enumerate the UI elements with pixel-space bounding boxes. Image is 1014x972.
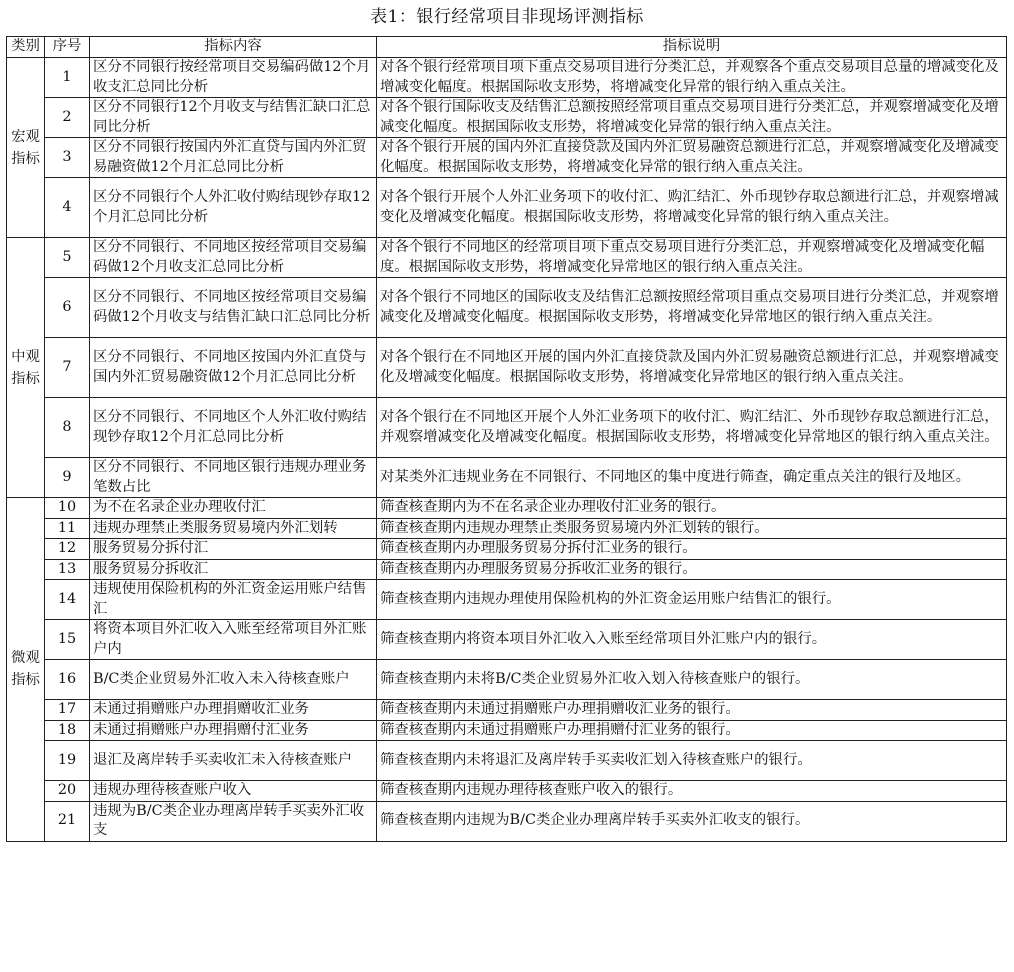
- row-note: 对各个银行在不同地区开展的国内外汇直接贷款及国内外汇贸易融资总额进行汇总，并观察增减变化及增减变化幅度。根据国际收支形势，将增减变化异常地区的银行纳入重点关注。: [377, 338, 1007, 398]
- row-seq: 20: [45, 781, 90, 802]
- table-row: [7, 338, 1007, 398]
- table-row: [7, 518, 1007, 539]
- table-row: [7, 238, 1007, 278]
- row-note: 对各个银行不同地区的经常项目项下重点交易项目进行分类汇总，并观察增减变化及增减变化幅度。根据国际收支形势，将增减变化异常地区的银行纳入重点关注。: [377, 238, 1007, 278]
- row-note: 筛查核查期内未通过捐赠账户办理捐赠付汇业务的银行。: [377, 720, 1007, 741]
- table-row: [7, 138, 1007, 178]
- row-note: 对各个银行开展的国内外汇直接贷款及国内外汇贸易融资总额进行汇总，并观察增减变化及增减变化幅度。根据国际收支形势，将增减变化异常的银行纳入重点关注。: [377, 138, 1007, 178]
- row-seq: 14: [45, 580, 90, 620]
- table-row: [7, 580, 1007, 620]
- header-content: 指标内容: [90, 37, 377, 58]
- row-content: 区分不同银行、不同地区银行违规办理业务笔数占比: [90, 458, 377, 498]
- category-meso: 中观指标: [7, 238, 45, 498]
- table-row: [7, 458, 1007, 498]
- row-seq: 12: [45, 539, 90, 560]
- table-row: [7, 559, 1007, 580]
- table-row: [7, 660, 1007, 700]
- row-content: 区分不同银行按经常项目交易编码做12个月收支汇总同比分析: [90, 58, 377, 98]
- row-seq: 5: [45, 238, 90, 278]
- row-seq: 10: [45, 498, 90, 519]
- header-seq: 序号: [45, 37, 90, 58]
- row-note: 对各个银行经常项目项下重点交易项目进行分类汇总，并观察各个重点交易项目总量的增减变化及增减变化幅度。根据国际收支形势，将增减变化异常的银行纳入重点关注。: [377, 58, 1007, 98]
- row-note: 筛查核查期内违规办理使用保险机构的外汇资金运用账户结售汇的银行。: [377, 580, 1007, 620]
- row-seq: 15: [45, 620, 90, 660]
- table-row: [7, 58, 1007, 98]
- row-seq: 2: [45, 98, 90, 138]
- row-content: 区分不同银行、不同地区按经常项目交易编码做12个月收支汇总同比分析: [90, 238, 377, 278]
- table-row: [7, 801, 1007, 841]
- row-content: 区分不同银行、不同地区按国内外汇直贷与国内外汇贸易融资做12个月汇总同比分析: [90, 338, 377, 398]
- row-content: 违规办理待核查账户收入: [90, 781, 377, 802]
- header-note: 指标说明: [377, 37, 1007, 58]
- row-note: 筛查核查期内未将B/C类企业贸易外汇收入划入待核查账户的银行。: [377, 660, 1007, 700]
- table-row: [7, 98, 1007, 138]
- table-row: [7, 539, 1007, 560]
- row-seq: 16: [45, 660, 90, 700]
- row-seq: 17: [45, 700, 90, 721]
- table-row: [7, 620, 1007, 660]
- row-content: 未通过捐赠账户办理捐赠收汇业务: [90, 700, 377, 721]
- row-content: 违规办理禁止类服务贸易境内外汇划转: [90, 518, 377, 539]
- header-category: 类别: [7, 37, 45, 58]
- row-seq: 8: [45, 398, 90, 458]
- row-note: 筛查核查期内违规办理禁止类服务贸易境内外汇划转的银行。: [377, 518, 1007, 539]
- row-note: 筛查核查期内未将退汇及离岸转手买卖收汇划入待核查账户的银行。: [377, 741, 1007, 781]
- row-seq: 1: [45, 58, 90, 98]
- row-content: 服务贸易分拆收汇: [90, 559, 377, 580]
- row-seq: 4: [45, 178, 90, 238]
- row-note: 对某类外汇违规业务在不同银行、不同地区的集中度进行筛查，确定重点关注的银行及地区。: [377, 458, 1007, 498]
- table-row: [7, 498, 1007, 519]
- row-seq: 6: [45, 278, 90, 338]
- table-row: [7, 720, 1007, 741]
- table-row: [7, 398, 1007, 458]
- indicator-table: [6, 36, 1007, 842]
- row-content: 未通过捐赠账户办理捐赠付汇业务: [90, 720, 377, 741]
- row-content: 区分不同银行按国内外汇直贷与国内外汇贸易融资做12个月汇总同比分析: [90, 138, 377, 178]
- row-content: 违规为B/C类企业办理离岸转手买卖外汇收支: [90, 801, 377, 841]
- row-content: B/C类企业贸易外汇收入未入待核查账户: [90, 660, 377, 700]
- row-note: 筛查核查期内办理服务贸易分拆收汇业务的银行。: [377, 559, 1007, 580]
- row-note: 对各个银行在不同地区开展个人外汇业务项下的收付汇、购汇结汇、外币现钞存取总额进行汇总，并观察增减变化及增减变化幅度。根据国际收支形势，将增减变化异常地区的银行纳入重点关注。: [377, 398, 1007, 458]
- row-note: 对各个银行国际收支及结售汇总额按照经常项目重点交易项目进行分类汇总，并观察增减变化及增减变化幅度。根据国际收支形势，将增减变化异常的银行纳入重点关注。: [377, 98, 1007, 138]
- row-content: 退汇及离岸转手买卖收汇未入待核查账户: [90, 741, 377, 781]
- row-content: 为不在名录企业办理收付汇: [90, 498, 377, 519]
- row-content: 区分不同银行个人外汇收付购结现钞存取12个月汇总同比分析: [90, 178, 377, 238]
- row-note: 筛查核查期内违规办理待核查账户收入的银行。: [377, 781, 1007, 802]
- table-row: [7, 178, 1007, 238]
- table-row: [7, 278, 1007, 338]
- row-seq: 11: [45, 518, 90, 539]
- row-content: 违规使用保险机构的外汇资金运用账户结售汇: [90, 580, 377, 620]
- table-row: [7, 700, 1007, 721]
- row-content: 区分不同银行、不同地区按经常项目交易编码做12个月收支与结售汇缺口汇总同比分析: [90, 278, 377, 338]
- row-content: 区分不同银行、不同地区个人外汇收付购结现钞存取12个月汇总同比分析: [90, 398, 377, 458]
- row-content: 服务贸易分拆付汇: [90, 539, 377, 560]
- row-seq: 21: [45, 801, 90, 841]
- row-note: 筛查核查期内为不在名录企业办理收付汇业务的银行。: [377, 498, 1007, 519]
- table-row: [7, 781, 1007, 802]
- table-row: [7, 741, 1007, 781]
- category-macro: 宏观指标: [7, 58, 45, 238]
- row-seq: 13: [45, 559, 90, 580]
- row-seq: 19: [45, 741, 90, 781]
- row-seq: 7: [45, 338, 90, 398]
- row-seq: 3: [45, 138, 90, 178]
- row-note: 筛查核查期内违规为B/C类企业办理离岸转手买卖外汇收支的银行。: [377, 801, 1007, 841]
- row-note: 对各个银行开展个人外汇业务项下的收付汇、购汇结汇、外币现钞存取总额进行汇总，并观察增减变化及增减变化幅度。根据国际收支形势，将增减变化异常的银行纳入重点关注。: [377, 178, 1007, 238]
- row-seq: 18: [45, 720, 90, 741]
- row-note: 筛查核查期内办理服务贸易分拆付汇业务的银行。: [377, 539, 1007, 560]
- header-row: [7, 37, 1007, 58]
- row-note: 对各个银行不同地区的国际收支及结售汇总额按照经常项目重点交易项目进行分类汇总，并观察增减变化及增减变化幅度。根据国际收支形势，将增减变化异常地区的银行纳入重点关注。: [377, 278, 1007, 338]
- row-content: 区分不同银行12个月收支与结售汇缺口汇总同比分析: [90, 98, 377, 138]
- row-seq: 9: [45, 458, 90, 498]
- row-note: 筛查核查期内未通过捐赠账户办理捐赠收汇业务的银行。: [377, 700, 1007, 721]
- category-micro: 微观指标: [7, 498, 45, 842]
- row-note: 筛查核查期内将资本项目外汇收入入账至经常项目外汇账户内的银行。: [377, 620, 1007, 660]
- table-title: 表1：银行经常项目非现场评测指标: [370, 7, 644, 27]
- row-content: 将资本项目外汇收入入账至经常项目外汇账户内: [90, 620, 377, 660]
